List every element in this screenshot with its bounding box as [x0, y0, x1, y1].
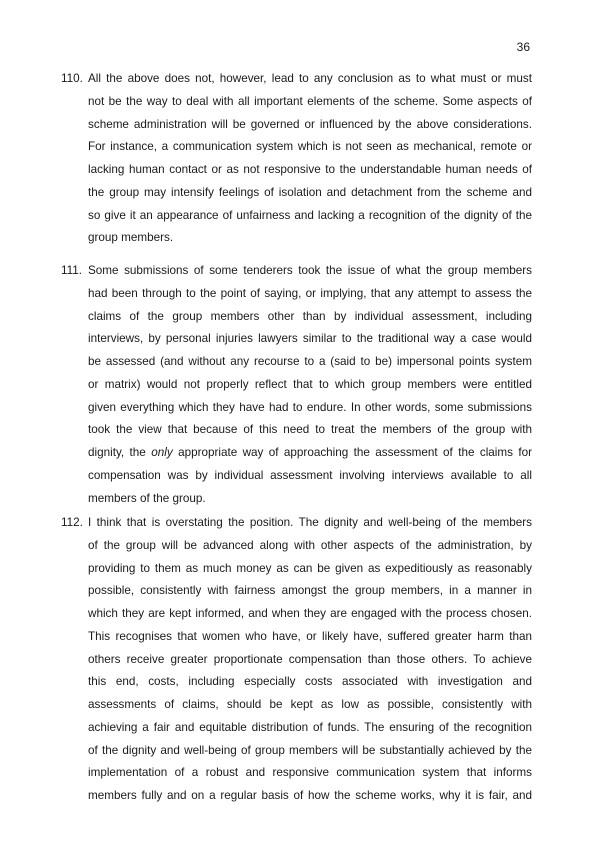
emphasized-word: only [151, 446, 173, 459]
text-fragment: dignity, the [88, 446, 152, 459]
text-line: so give it an appearance of unfairness and lacking a recognition of the dignity of the [88, 208, 532, 222]
paragraph-111 [61, 260, 532, 510]
text-line: took the view that because of this need to treat the members of the group with [88, 423, 532, 437]
text-line: achieving a fair and equitable distribution of funds. The ensuring of the recognition [88, 720, 532, 734]
text-line: of the group will be advanced along with other aspects of the administration, by [88, 538, 532, 552]
text-line: compensation was by individual assessment involving interviews available to all [88, 468, 532, 482]
paragraph-body [88, 260, 532, 510]
text-line: claims of the group members other than by individual assessment, including [88, 309, 532, 323]
text-line: others receive greater proportionate compensation than those others. To achieve [88, 652, 532, 666]
paragraph-110 [61, 68, 532, 250]
text-line: implementation of a robust and responsive communication system that informs [88, 766, 532, 780]
text-line: Some submissions of some tenderers took the issue of what the group members [88, 264, 532, 277]
text-line: interviews, by personal injuries lawyers similar to the traditional way a case would [88, 332, 532, 346]
paragraph-body [88, 512, 532, 808]
text-line: members of the group. [88, 491, 206, 505]
text-line: not be the way to deal with all important elements of the scheme. Some aspects of [88, 94, 532, 108]
text-line: had been through to the point of saying, or implying, that any attempt to assess the [88, 286, 532, 300]
text-line: For instance, a communication system which is not seen as mechanical, remote or [88, 140, 532, 154]
paragraph-number: 110. [61, 72, 83, 85]
paragraph-number: 112. [61, 516, 83, 529]
text-line: this end, costs, including especially costs associated with investigation and [88, 675, 532, 689]
text-line: the group may intensify feelings of isolation and detachment from the scheme and [88, 185, 532, 199]
text-line: given everything which they have had to endure. In other words, some submissions [88, 400, 532, 414]
text-line: which they are kept informed, and when they are engaged with the process chosen. [88, 607, 532, 620]
text-line: be assessed (and without any recourse to a (said to be) impersonal points system [88, 355, 532, 368]
text-line: or matrix) would not properly reflect that to which group members were entitled [88, 377, 532, 391]
text-fragment: appropriate way of approaching the assessment of the claims for [172, 446, 533, 459]
text-line: assessments of claims, should be kept as low as possible, consistently with [88, 698, 532, 711]
text-line [88, 442, 532, 465]
page-number: 36 [516, 40, 530, 54]
paragraph-body [88, 68, 532, 250]
paragraph-number: 111. [61, 264, 83, 277]
text-line: members fully and on a regular basis of how the scheme works, why it is fair, and [88, 789, 532, 802]
text-line: of the dignity and well-being of group members will be substantially achieved by the [88, 743, 532, 757]
text-line: All the above does not, however, lead to any conclusion as to what must or must [88, 72, 532, 85]
paragraph-112 [61, 512, 532, 808]
text-line: This recognises that women who have, or likely have, suffered greater harm than [88, 629, 532, 643]
text-line: group members. [88, 231, 174, 245]
text-line: I think that is overstating the position. The dignity and well-being of the members [88, 516, 532, 529]
text-line: providing to them as much money as can be given as expeditiously as reasonably [88, 561, 532, 575]
text-line: lacking human contact or as not responsive to the understandable human needs of [88, 163, 532, 176]
text-line: possible, consistently with fairness amongst the group members, in a manner in [88, 584, 532, 598]
text-line: scheme administration will be governed or influenced by the above considerations. [88, 117, 532, 131]
